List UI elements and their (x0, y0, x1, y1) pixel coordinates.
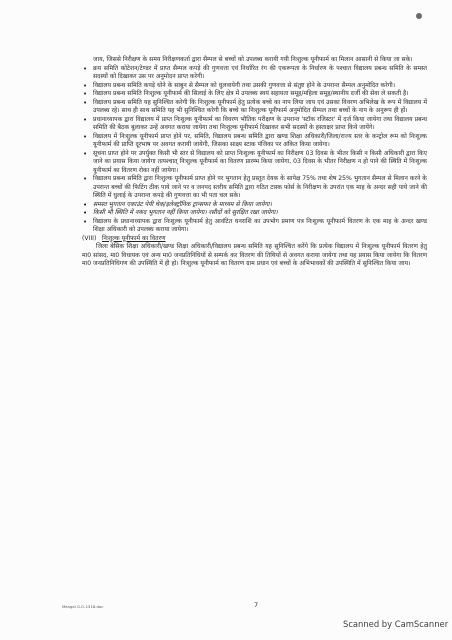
bullet-item: • विद्यालय प्रबन्ध समिति यह सुनिश्चित करेगी कि निःशुल्क यूनीफार्म हेतु प्रत्येक बच्चे का नाप लिया जाय एवं उसका विवरण अभिलेख के रूप में विद्यालय में उपलब्ध रहे। साथ ही साथ समिति यह भी सुनिश्चित करेगी कि बच्चे का निःशुल्क यूनीफार्म अनुमोदित सैम्पल तथा बच्चों के नाप के अनुरूप ही हों। (82, 99, 427, 116)
bullet-item: • क्रय समिति कोटेशन/टेण्डर में प्राप्त सैम्पल कपड़े की गुणवत्ता एवं निर्धारित रंग की एकरूपता के निर्धारण के पश्चात विद्यालय प्रबन्ध समिति के समस्त सदस्यों को दिखाकर उस पर अनुमोदन प्राप्त करेगी। (82, 65, 427, 82)
bullet-list (82, 65, 427, 235)
page-number: 7 (254, 601, 259, 609)
section-title: निःशुल्क यूनीफार्म का वितरण (101, 234, 166, 242)
bullet-item: • सूचना प्राप्त होने पर उपर्युक्त किसी भी स्तर से विद्यालय को प्राप्त निःशुल्क यूनीफार्म का निरीक्षण 03 दिवस के भीतर किसी न किसी अधिकारी द्वारा किए जाने का प्रयास किया जायेगा तत्पश्चात् निःशुल्क यूनीफार्म का वितरण प्रारम्भ किया जायेगा, 03 दिवस के भीतर निरीक्षण न हो पाने की स्थिति में निःशुल्क यूनीफार्म का वितरण रोका नहीं जायेगा। (82, 150, 427, 176)
handwritten-bullet-item: • समस्त भुगतान एकाउंट पेयी चेक/इलेक्ट्रॉनिक ट्रान्सफर के माध्यम से किया जायेगा। (82, 201, 427, 210)
punch-hole-mark (416, 13, 422, 19)
section-number: (VIII) (82, 234, 97, 242)
bullet-item: • विद्यालय के प्रधानाध्यापक द्वारा निःशुल्क यूनीफार्म हेतु आवंटित धनराशि का उपभोग प्रमाण पत्र निःशुल्क यूनीफार्म वितरण के एक माह के अन्दर खण्ड शिक्षा अधिकारी को उपलब्ध कराया जायेगा। (82, 218, 427, 235)
handwritten-bullet-item: • किसी भी स्थिति में नकद भुगतान नहीं किया जायेगा। रसीदों को सुरक्षित रखा जायेगा। (82, 209, 427, 218)
bullet-item: • विद्यालय प्रबन्ध समिति कपड़े धोने के साबुन से सैम्पल को धुलवायेगी तथा उसकी गुणवत्ता से संतुष्ट होने के उपरान्त सैम्पल अनुमोदित करेगी। (82, 82, 427, 91)
bullet-item: • विद्यालय प्रबन्ध समिति द्वारा निःशुल्क यूनीफार्म प्राप्त होने पर भुगतान हेतु प्रस्तुत देयक के सापेक्ष 75% तथा शेष 25% भुगतान सैम्पल से मिलान करने के उपरान्त बच्चों की फिटिंग ठीक पाये जाने पर व जनपद स्तरीय समिति द्वारा गठित टास्क फोर्स के निरीक्षण के उपरांत एक माह के अन्दर सही पाये जाने की स्थिति में धुलाई के उपरान्त कपड़े की गुणवत्ता का भी पता चल सके। (82, 175, 427, 201)
opening-paragraph: जाय, जिससे निरीक्षण के समय निरीक्षणकर्ता द्वारा सैम्पल से बच्चों को उपलब्ध करायी गयी निःशुल्क यूनीफार्म का मिलान आसानी से किया जा सके। (93, 56, 413, 63)
bullet-item: • विद्यालय में निःशुल्क यूनीफार्म प्राप्त होने पर, समिति, विद्यालय प्रबन्ध समिति द्वारा खण्ड शिक्षा अधिकारी/जिला/राज्य स्तर के कन्ट्रोल रूम को निःशुल्क यूनीफार्म की प्राप्ति दूरभाष पर अवगत करायी जायेगी, जिसका साक्ष्य स्टाक पंजिका पर अंकित किया जायेगा। (82, 133, 427, 150)
section-paragraph: जिला बेसिक शिक्षा अधिकारी/खण्ड शिक्षा अधिकारी/विद्यालय प्रबन्ध समिति यह सुनिश्चित करेंगे कि प्रत्येक विद्यालय में निःशुल्क यूनीफार्म वितरण हेतु मा0 सांसद, मा0 विधायक एवं अन्य मा0 जनप्रतिनिधियों से सम्पर्क कर वितरण की तिथियों से अवगत कराया जायेगा तथा यह प्रयास किया जायेगा कि वितरण मा0 जनप्रतिनिधिगण की उपस्थिति में ही हो। निःशुल्क यूनीफार्म का वितरण ग्राम प्रधान एवं बच्चों के अभिभावकों की उपस्थिति में सुनिश्चित किया जाय। (82, 243, 427, 267)
document-body (82, 56, 427, 269)
section-heading (82, 235, 427, 244)
bullet-item: • विद्यालय प्रबन्ध समिति निःशुल्क यूनीफार्म की सिलाई के लिए क्षेत्र में उपलब्ध स्वयं सहायता समूह/महिला समूह/स्थानीय दर्जी की सेवा ले सकती है। (82, 90, 427, 99)
footer-file-label: Mangal G.O-1518.doc (62, 604, 104, 609)
camscanner-watermark: Scanned by CamScanner (343, 619, 449, 629)
bullet-item: • प्रधानाध्यापक द्वारा विद्यालय में प्राप्त निःशुल्क यूनीफार्म का विवरण भौतिक परीक्षण के उपरान्त 'स्टॉक रजिस्टर' में दर्ज किया जायेगा तथा विद्यालय प्रबन्ध समिति की बैठक बुलाकर उन्हें अवगत कराया जायेगा तथा निःशुल्क यूनीफार्म दिखाकर सभी सदस्यों के हस्ताक्षर प्राप्त किये जायेंगे। (82, 116, 427, 133)
